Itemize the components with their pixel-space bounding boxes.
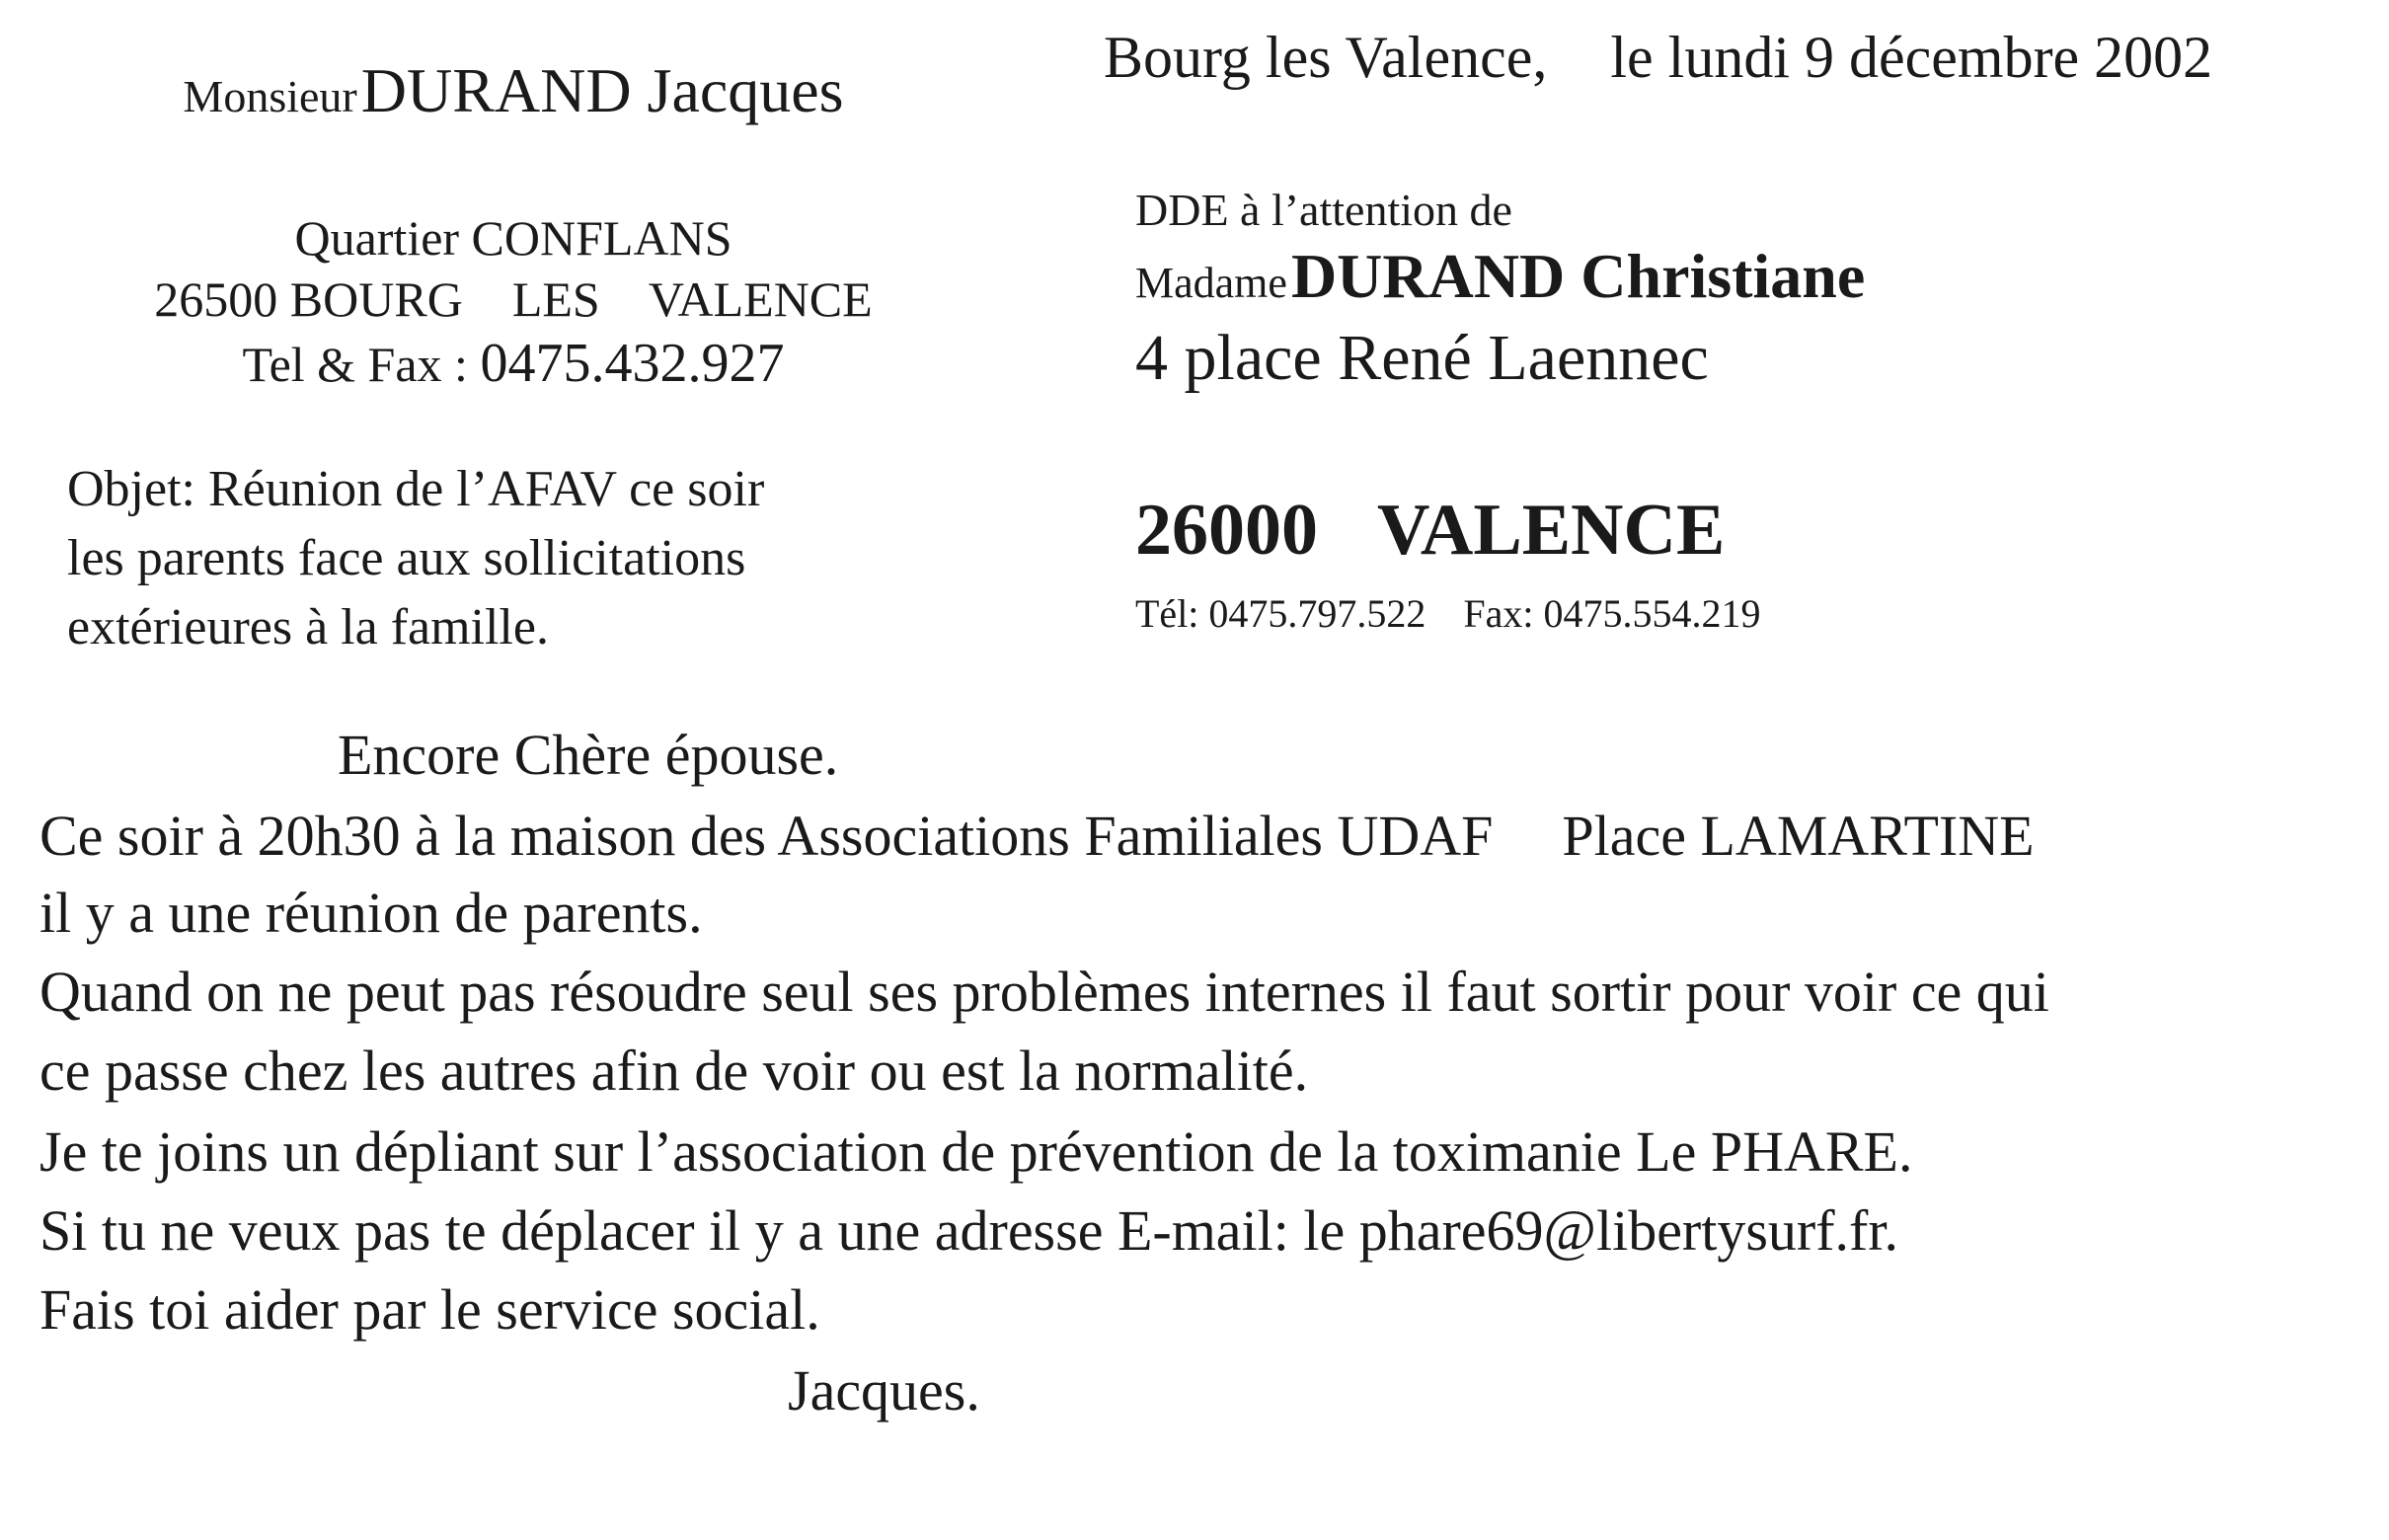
date-place: Bourg les Valence, — [1104, 25, 1548, 90]
sender-phone: 0475.432.927 — [480, 333, 785, 394]
sender-fullname: DURAND Jacques — [360, 55, 844, 125]
recipient-street: 4 place René Laennec — [1135, 322, 1709, 394]
date-value: le lundi 9 décembre 2002 — [1610, 25, 2213, 90]
body-line-3: Quand on ne peut pas résoudre seul ses problèmes internes il faut sortir pour voir ce qui — [39, 960, 2049, 1024]
sender-name — [59, 55, 967, 125]
object-line-3: extérieures à la famille. — [67, 599, 549, 655]
recipient-phone: Tél: 0475.797.522 — [1135, 591, 1426, 636]
body-line-2: il y a une réunion de parents. — [39, 881, 703, 945]
signature: Jacques. — [788, 1358, 980, 1423]
sender-city-3: VALENCE — [648, 271, 873, 327]
body-line-1b: Place LAMARTINE — [1562, 804, 2035, 868]
body-line-6: Si tu ne veux pas te déplacer il y a une adresse E-mail: le phare69@libertysurf.fr. — [39, 1198, 1898, 1263]
body-line-1 — [39, 804, 2035, 868]
body-line-4: ce passe chez les autres afin de voir ou est la normalité. — [39, 1039, 1309, 1103]
recipient-fullname: DURAND Christiane — [1290, 241, 1866, 311]
date-line — [1104, 25, 2213, 90]
sender-phone-line — [59, 333, 967, 397]
sender-city-2: LES — [511, 271, 600, 327]
recipient-city: VALENCE — [1377, 490, 1726, 571]
sender-address — [59, 210, 967, 397]
sender-phone-label: Tel & Fax : — [242, 337, 468, 392]
recipient-city-line — [1135, 490, 1726, 571]
greeting: Encore Chère épouse. — [338, 723, 839, 787]
sender-postcode: 26500 — [154, 271, 278, 327]
recipient-title: Madame — [1135, 259, 1287, 307]
sender-city-1: BOURG — [289, 271, 463, 327]
recipient-postcode: 26000 — [1135, 490, 1318, 571]
body-line-1a: Ce soir à 20h30 à la maison des Associations Familiales UDAF — [39, 804, 1494, 868]
sender-title: Monsieur — [183, 71, 357, 121]
object-line-2: les parents face aux sollicitations — [67, 530, 746, 586]
recipient-attention: DDE à l’attention de — [1135, 185, 1512, 235]
recipient-name — [1135, 241, 1866, 311]
body-line-5: Je te joins un dépliant sur l’association de prévention de la toximanie Le PHARE. — [39, 1119, 1913, 1184]
object-line-1: Objet: Réunion de l’AFAV ce soir — [67, 461, 765, 517]
sender-street: Quartier CONFLANS — [294, 210, 732, 266]
sender-city-line — [59, 271, 967, 336]
object-block — [67, 461, 765, 671]
recipient-fax: Fax: 0475.554.219 — [1463, 591, 1761, 636]
body-line-7: Fais toi aider par le service social. — [39, 1277, 820, 1342]
recipient-contact — [1135, 591, 1761, 636]
